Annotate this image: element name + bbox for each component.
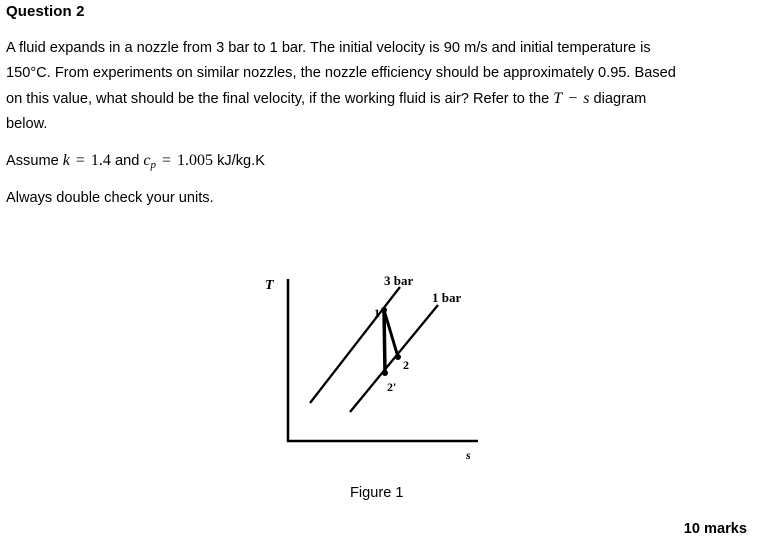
cp-symbol: c	[143, 152, 151, 169]
state-1-label: 1	[374, 306, 380, 320]
ts-diagram	[250, 265, 490, 465]
isobar-1-bar	[350, 305, 438, 412]
ts-symbol-T: T	[553, 90, 563, 107]
cp-unit: kJ/kg.K	[213, 153, 265, 169]
k-equals: =	[75, 152, 85, 169]
assume-and: and	[110, 153, 144, 169]
problem-statement	[6, 36, 758, 137]
units-reminder: Always double check your units.	[6, 190, 214, 206]
isobar-3-bar-label: 3 bar	[384, 273, 414, 288]
state-1-point	[381, 307, 387, 313]
t-axis-label: T	[265, 278, 274, 293]
marks-label: 10 marks	[683, 521, 747, 537]
ts-diagram-word: diagram	[589, 91, 647, 107]
ts-symbol-s: s	[583, 90, 590, 107]
k-value: 1.4	[90, 152, 111, 169]
problem-line-2: 150°C. From experiments on similar nozzles, the nozzle efficiency should be approximately 0.95. Based	[6, 65, 676, 81]
ts-symbol-minus: −	[568, 90, 578, 107]
state-2-point	[395, 354, 401, 360]
cp-value: 1.005	[177, 152, 214, 169]
question-heading: Question 2	[6, 3, 85, 20]
state-2s-point	[382, 370, 388, 376]
problem-line-3	[6, 86, 758, 112]
problem-line-1: A fluid expands in a nozzle from 3 bar to 1 bar. The initial velocity is 90 m/s and initial temperature is	[6, 40, 651, 56]
k-symbol: k	[62, 152, 70, 169]
state-2s-label: 2'	[387, 380, 397, 394]
assume-prefix: Assume	[6, 153, 63, 169]
s-axis-label: s	[466, 448, 471, 462]
problem-line-3-text: on this value, what should be the final velocity, if the working fluid is air? Refer to the	[6, 91, 554, 107]
cp-subscript: p	[150, 159, 156, 171]
assumption-line	[6, 148, 758, 178]
ts-diagram-svg	[250, 265, 490, 465]
figure-caption: Figure 1	[350, 485, 404, 501]
state-2-label: 2	[403, 358, 409, 372]
cp-equals: =	[162, 152, 172, 169]
isentropic-expansion-line	[384, 310, 385, 373]
isobar-1-bar-label: 1 bar	[432, 290, 462, 305]
problem-line-4: below.	[6, 116, 48, 132]
